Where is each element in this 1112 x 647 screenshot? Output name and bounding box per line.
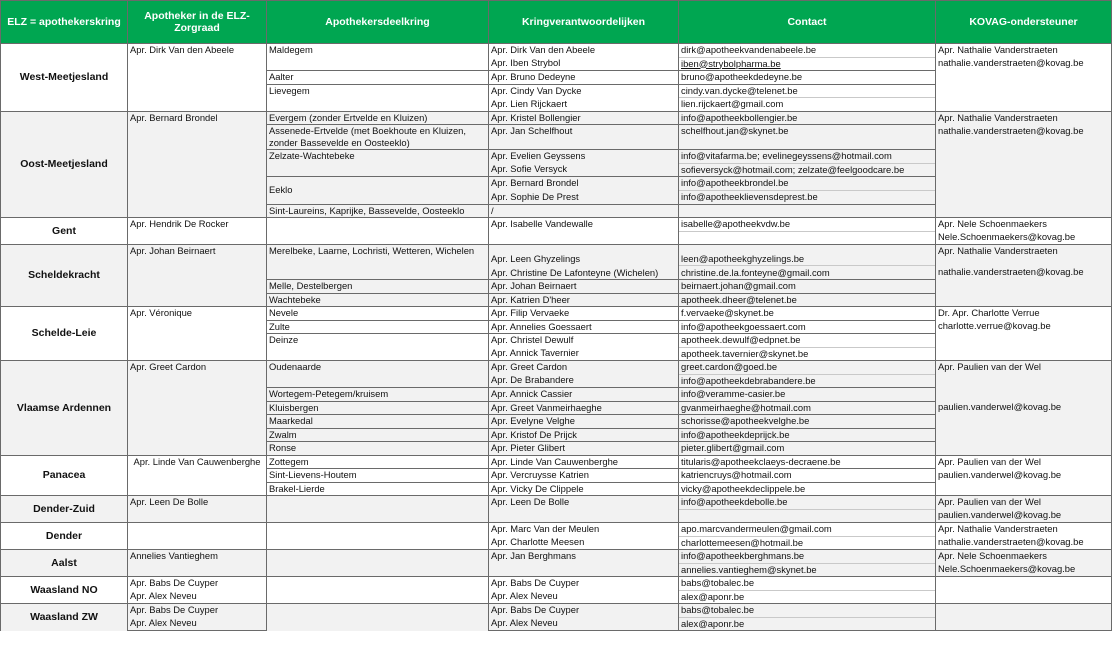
contact-email[interactable]: leen@apotheekghyzelings.be (679, 245, 936, 266)
kovag-cell (936, 191, 1112, 205)
contact-email[interactable]: sofieversyck@hotmail.com; zelzate@feelgoodcare.be (679, 163, 936, 177)
contact-email[interactable] (679, 509, 936, 523)
verantwoordelijke-cell: Apr. Kristof De Prijck (489, 428, 679, 442)
verantwoordelijke-cell: Apr. Sophie De Prest (489, 191, 679, 205)
kovag-cell: Nele.Schoenmaekers@kovag.be (936, 563, 1112, 577)
verantwoordelijke-cell: Apr. Johan Beirnaert (489, 280, 679, 294)
kring-cell: Aalst (1, 550, 128, 577)
verantwoordelijke-cell: Apr. Christine De Lafonteyne (Wichelen) (489, 266, 679, 280)
contact-email[interactable]: babs@tobalec.be (679, 577, 936, 591)
deelkring-cell: Sint-Laureins, Kaprijke, Bassevelde, Oosteeklo (267, 204, 489, 218)
kovag-cell (936, 604, 1112, 618)
kovag-cell: nathalie.vanderstraeten@kovag.be (936, 266, 1112, 280)
kovag-cell: nathalie.vanderstraeten@kovag.be (936, 57, 1112, 71)
deelkring-cell: Aalter (267, 71, 489, 85)
kovag-cell: nathalie.vanderstraeten@kovag.be (936, 536, 1112, 550)
kovag-cell (936, 482, 1112, 496)
apotheker-cell: Apr. Greet Cardon (128, 361, 267, 456)
contact-email[interactable]: greet.cardon@goed.be (679, 361, 936, 375)
deelkring-cell: Evergem (zonder Ertvelde en Kluizen) (267, 111, 489, 125)
apotheker-cell: Apr. Bernard Brondel (128, 111, 267, 218)
verantwoordelijke-cell: Apr. Charlotte Meesen (489, 536, 679, 550)
contact-email[interactable]: titularis@apotheekclaeys-decraene.be (679, 455, 936, 469)
deelkring-cell (267, 523, 489, 550)
table-row (1, 496, 1112, 510)
deelkring-cell: Lievegem (267, 84, 489, 111)
verantwoordelijke-cell: Apr. Katrien D'heer (489, 293, 679, 307)
header-verantwoordelijken: Kringverantwoordelijken (489, 1, 679, 44)
deelkring-cell (267, 604, 489, 631)
deelkring-cell: Kluisbergen (267, 401, 489, 415)
kovag-cell: Apr. Nathalie Vanderstraeten (936, 245, 1112, 266)
kring-cell: West-Meetjesland (1, 44, 128, 112)
deelkring-cell (267, 577, 489, 604)
kovag-cell: paulien.vanderwel@kovag.be (936, 469, 1112, 483)
apotheker-cell: Apr. Babs De Cuyper (128, 604, 267, 618)
table-row (1, 44, 1112, 58)
deelkring-cell: Nevele (267, 307, 489, 321)
kovag-cell: charlotte.verrue@kovag.be (936, 320, 1112, 334)
deelkring-cell: Zwalm (267, 428, 489, 442)
apotheker-cell: Apr. Dirk Van den Abeele (128, 44, 267, 112)
kovag-cell: Apr. Nele Schoenmaekers (936, 218, 1112, 232)
kovag-cell: Dr. Apr. Charlotte Verrue (936, 307, 1112, 321)
kovag-cell (936, 428, 1112, 442)
contact-email[interactable]: info@apotheekbollengier.be (679, 111, 936, 125)
kovag-cell (936, 150, 1112, 164)
kovag-cell (936, 617, 1112, 631)
apotheker-cell: Apr. Leen De Bolle (128, 496, 267, 523)
header-row (1, 1, 1112, 44)
verantwoordelijke-cell: Apr. Bruno Dedeyne (489, 71, 679, 85)
table-row (1, 361, 1112, 375)
kovag-cell: paulien.vanderwel@kovag.be (936, 401, 1112, 415)
deelkring-cell: Wachtebeke (267, 293, 489, 307)
kovag-cell (936, 388, 1112, 402)
verantwoordelijke-cell: Apr. Leen De Bolle (489, 496, 679, 510)
contact-email[interactable]: info@apotheekdebrabandere.be (679, 374, 936, 388)
kovag-cell (936, 71, 1112, 85)
contact-email[interactable]: schorisse@apotheekvelghe.be (679, 415, 936, 429)
table-row (1, 307, 1112, 321)
deelkring-cell (267, 496, 489, 523)
contact-email[interactable]: info@apotheekdeprijck.be (679, 428, 936, 442)
table-body (1, 44, 1112, 631)
verantwoordelijke-cell: Apr. Annick Cassier (489, 388, 679, 402)
contact-email[interactable]: schelfhout.jan@skynet.be (679, 125, 936, 150)
apotheker-cell: Apr. Véronique (128, 307, 267, 361)
verantwoordelijke-cell: Apr. Alex Neveu (489, 617, 679, 631)
header-kring: ELZ = apothekerskring (1, 1, 128, 44)
verantwoordelijke-cell: Apr. Babs De Cuyper (489, 577, 679, 591)
apotheker-cell: Apr. Johan Beirnaert (128, 245, 267, 307)
contact-email[interactable] (679, 204, 936, 218)
verantwoordelijke-cell: Apr. Sofie Versyck (489, 163, 679, 177)
verantwoordelijke-cell: Apr. Kristel Bollengier (489, 111, 679, 125)
contact-email[interactable]: cindy.van.dycke@telenet.be (679, 84, 936, 98)
verantwoordelijke-cell: Apr. Greet Cardon (489, 361, 679, 375)
header-kovag: KOVAG-ondersteuner (936, 1, 1112, 44)
deelkring-cell: Assenede-Ertvelde (met Boekhoute en Kluizen, zonder Bassevelde en Oosteeklo) (267, 125, 489, 150)
contact-email[interactable]: charlottemeesen@hotmail.be (679, 536, 936, 550)
verantwoordelijke-cell: Apr. Jan Berghmans (489, 550, 679, 564)
verantwoordelijke-cell: Apr. Linde Van Cauwenberghe (489, 455, 679, 469)
kovag-cell (936, 98, 1112, 112)
kovag-cell (936, 590, 1112, 604)
deelkring-cell: Merelbeke, Laarne, Lochristi, Wetteren, Wichelen (267, 245, 489, 280)
kring-cell: Scheldekracht (1, 245, 128, 307)
deelkring-cell: Zulte (267, 320, 489, 334)
contact-email[interactable]: info@apotheekgoessaert.com (679, 320, 936, 334)
verantwoordelijke-cell (489, 509, 679, 523)
kring-cell: Waasland NO (1, 577, 128, 604)
contact-email[interactable]: isabelle@apotheekvdw.be (679, 218, 936, 232)
verantwoordelijke-cell: Apr. De Brabandere (489, 374, 679, 388)
table-row (1, 604, 1112, 618)
verantwoordelijke-cell: Apr. Vicky De Clippele (489, 482, 679, 496)
verantwoordelijke-cell: Apr. Filip Vervaeke (489, 307, 679, 321)
contact-email[interactable]: bruno@apotheekdedeyne.be (679, 71, 936, 85)
verantwoordelijke-cell (489, 231, 679, 245)
contact-email[interactable] (679, 231, 936, 245)
apotheker-cell: Apr. Alex Neveu (128, 617, 267, 631)
kovag-cell: Apr. Nathalie Vanderstraeten (936, 44, 1112, 58)
kovag-cell (936, 177, 1112, 191)
verantwoordelijke-cell: Apr. Isabelle Vandewalle (489, 218, 679, 232)
contact-email[interactable]: info@apotheekdebolle.be (679, 496, 936, 510)
apotheker-cell: Apr. Alex Neveu (128, 590, 267, 604)
kovag-cell: Apr. Nathalie Vanderstraeten (936, 111, 1112, 125)
contact-email[interactable]: gvanmeirhaeghe@hotmail.com (679, 401, 936, 415)
kring-cell: Waasland ZW (1, 604, 128, 631)
verantwoordelijke-cell: Apr. Greet Vanmeirhaeghe (489, 401, 679, 415)
contact-email[interactable]: info@vitafarma.be; evelinegeyssens@hotmail.com (679, 150, 936, 164)
verantwoordelijke-cell: Apr. Alex Neveu (489, 590, 679, 604)
contact-email[interactable]: dirk@apotheekvandenabeele.be (679, 44, 936, 58)
kovag-cell (936, 347, 1112, 361)
contact-email[interactable]: info@apotheeklievensdeprest.be (679, 191, 936, 205)
header-deelkring: Apothekersdeelkring (267, 1, 489, 44)
deelkring-cell: Maldegem (267, 44, 489, 71)
kring-cell: Vlaamse Ardennen (1, 361, 128, 456)
deelkring-cell: Melle, Destelbergen (267, 280, 489, 294)
contact-email[interactable]: info@veramme-casier.be (679, 388, 936, 402)
verantwoordelijke-cell: Apr. Christel Dewulf (489, 334, 679, 348)
kring-cell: Gent (1, 218, 128, 245)
contact-email[interactable]: iben@strybolpharma.be (679, 57, 936, 71)
kovag-cell (936, 374, 1112, 388)
verantwoordelijke-cell: / (489, 204, 679, 218)
deelkring-cell: Sint-Lievens-Houtem (267, 469, 489, 483)
contact-email[interactable]: alex@aponr.be (679, 617, 936, 631)
apotheker-cell: Annelies Vantieghem (128, 550, 267, 577)
deelkring-cell: Eeklo (267, 177, 489, 205)
kring-cell: Schelde-Leie (1, 307, 128, 361)
kovag-cell: Apr. Paulien van der Wel (936, 496, 1112, 510)
kovag-cell (936, 163, 1112, 177)
table-row (1, 245, 1112, 266)
kring-cell: Dender-Zuid (1, 496, 128, 523)
header-contact: Contact (679, 1, 936, 44)
contact-email[interactable]: babs@tobalec.be (679, 604, 936, 618)
verantwoordelijke-cell: Apr. Annelies Goessaert (489, 320, 679, 334)
deelkring-cell: Ronse (267, 442, 489, 456)
contact-email[interactable]: katriencruys@hotmail.com (679, 469, 936, 483)
table-row (1, 617, 1112, 631)
kovag-cell (936, 442, 1112, 456)
table-row (1, 577, 1112, 591)
kring-cell: Dender (1, 523, 128, 550)
verantwoordelijke-cell: Apr. Leen Ghyzelings (489, 245, 679, 266)
contact-email[interactable]: apotheek.tavernier@skynet.be (679, 347, 936, 361)
kovag-cell (936, 577, 1112, 591)
contact-email[interactable]: f.vervaeke@skynet.be (679, 307, 936, 321)
verantwoordelijke-cell: Apr. Cindy Van Dycke (489, 84, 679, 98)
kovag-cell: nathalie.vanderstraeten@kovag.be (936, 125, 1112, 150)
verantwoordelijke-cell: Apr. Vercruysse Katrien (489, 469, 679, 483)
contact-email[interactable]: info@apotheekberghmans.be (679, 550, 936, 564)
apotheker-cell: Apr. Linde Van Cauwenberghe (128, 455, 267, 496)
contact-email[interactable]: annelies.vantieghem@skynet.be (679, 563, 936, 577)
deelkring-cell: Maarkedal (267, 415, 489, 429)
verantwoordelijke-cell: Apr. Babs De Cuyper (489, 604, 679, 618)
kovag-cell: Apr. Paulien van der Wel (936, 455, 1112, 469)
table-row (1, 218, 1112, 232)
kring-cell: Oost-Meetjesland (1, 111, 128, 218)
kring-cell: Panacea (1, 455, 128, 496)
contact-email[interactable]: alex@aponr.be (679, 590, 936, 604)
verantwoordelijke-cell: Apr. Bernard Brondel (489, 177, 679, 191)
table-row (1, 523, 1112, 537)
contact-email[interactable]: beirnaert.johan@gmail.com (679, 280, 936, 294)
verantwoordelijke-cell: Apr. Marc Van der Meulen (489, 523, 679, 537)
deelkring-cell (267, 550, 489, 577)
kovag-cell (936, 334, 1112, 348)
contact-email[interactable]: apotheek.dewulf@edpnet.be (679, 334, 936, 348)
verantwoordelijke-cell: Apr. Pieter Glibert (489, 442, 679, 456)
kovag-cell: Apr. Nele Schoenmaekers (936, 550, 1112, 564)
kovag-cell (936, 415, 1112, 429)
contact-email[interactable]: christine.de.la.fonteyne@gmail.com (679, 266, 936, 280)
deelkring-cell: Brakel-Lierde (267, 482, 489, 496)
verantwoordelijke-cell: Apr. Evelyne Velghe (489, 415, 679, 429)
contact-email[interactable]: apo.marcvandermeulen@gmail.com (679, 523, 936, 537)
deelkring-cell: Zelzate-Wachtebeke (267, 150, 489, 177)
kovag-cell (936, 293, 1112, 307)
table-row (1, 111, 1112, 125)
apotheker-cell (128, 523, 267, 550)
deelkring-cell: Oudenaarde (267, 361, 489, 388)
table-row (1, 550, 1112, 564)
contact-email[interactable]: lien.rijckaert@gmail.com (679, 98, 936, 112)
contact-email[interactable]: info@apotheekbrondel.be (679, 177, 936, 191)
table-row (1, 590, 1112, 604)
deelkring-cell: Zottegem (267, 455, 489, 469)
verantwoordelijke-cell: Apr. Iben Strybol (489, 57, 679, 71)
verantwoordelijke-cell: Apr. Evelien Geyssens (489, 150, 679, 164)
verantwoordelijke-cell: Apr. Annick Tavernier (489, 347, 679, 361)
deelkring-cell: Deinze (267, 334, 489, 361)
apotheker-cell: Apr. Babs De Cuyper (128, 577, 267, 591)
verantwoordelijke-cell (489, 563, 679, 577)
contact-email[interactable]: vicky@apotheekdeclippele.be (679, 482, 936, 496)
table-row (1, 455, 1112, 469)
kovag-cell: Apr. Nathalie Vanderstraeten (936, 523, 1112, 537)
deelkring-cell (267, 218, 489, 245)
verantwoordelijke-cell: Apr. Dirk Van den Abeele (489, 44, 679, 58)
kovag-cell (936, 84, 1112, 98)
verantwoordelijke-cell: Apr. Jan Schelfhout (489, 125, 679, 150)
kovag-cell: Apr. Paulien van der Wel (936, 361, 1112, 375)
kovag-cell: paulien.vanderwel@kovag.be (936, 509, 1112, 523)
contact-email[interactable]: apotheek.dheer@telenet.be (679, 293, 936, 307)
contact-email[interactable]: pieter.glibert@gmail.com (679, 442, 936, 456)
header-apotheker: Apotheker in de ELZ-Zorgraad (128, 1, 267, 44)
verantwoordelijke-cell: Apr. Lien Rijckaert (489, 98, 679, 112)
deelkring-cell: Wortegem-Petegem/kruisem (267, 388, 489, 402)
kovag-cell: Nele.Schoenmaekers@kovag.be (936, 231, 1112, 245)
apotheker-cell: Apr. Hendrik De Rocker (128, 218, 267, 245)
kovag-cell (936, 204, 1112, 218)
kovag-cell (936, 280, 1112, 294)
